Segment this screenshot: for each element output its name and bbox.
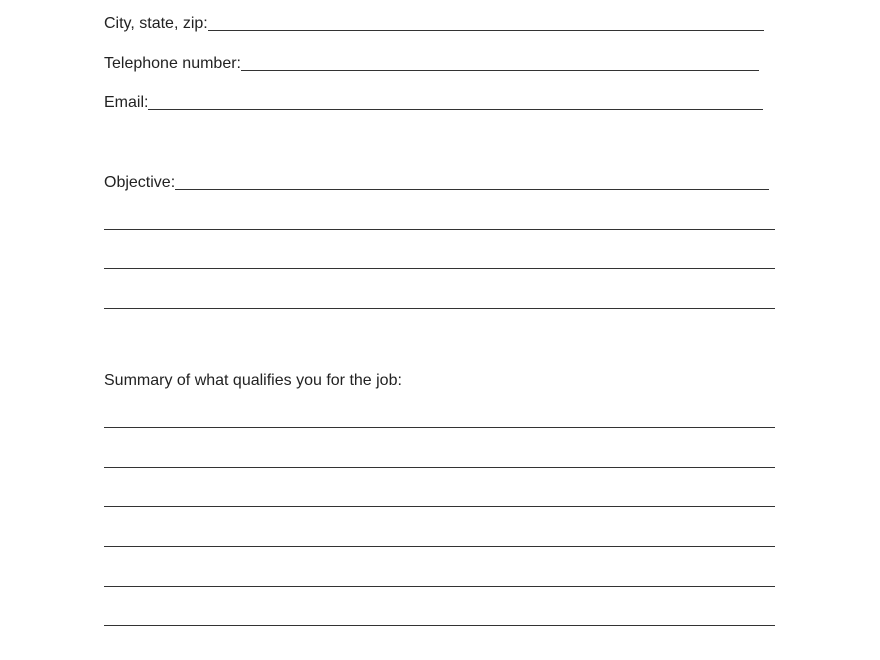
summary-line-1[interactable]	[104, 427, 775, 428]
summary-line-5[interactable]	[104, 586, 775, 587]
telephone-field[interactable]	[241, 70, 759, 71]
summary-line-3[interactable]	[104, 506, 775, 507]
telephone-label: Telephone number:	[104, 55, 241, 72]
telephone-row	[104, 54, 759, 74]
email-label: Email:	[104, 94, 149, 111]
summary-line-4[interactable]	[104, 546, 775, 547]
objective-field[interactable]	[175, 189, 769, 190]
summary-line-6[interactable]	[104, 625, 775, 626]
summary-line-2[interactable]	[104, 467, 775, 468]
objective-row	[104, 173, 769, 193]
email-row	[104, 93, 763, 113]
objective-label: Objective:	[104, 174, 176, 191]
city-state-zip-row	[104, 14, 764, 34]
objective-line-2[interactable]	[104, 229, 775, 230]
objective-line-4[interactable]	[104, 308, 775, 309]
summary-label: Summary of what qualifies you for the job:	[104, 372, 402, 389]
objective-line-3[interactable]	[104, 268, 775, 269]
city-state-zip-field[interactable]	[208, 30, 764, 31]
email-field[interactable]	[148, 109, 763, 110]
city-state-zip-label: City, state, zip:	[104, 15, 208, 32]
